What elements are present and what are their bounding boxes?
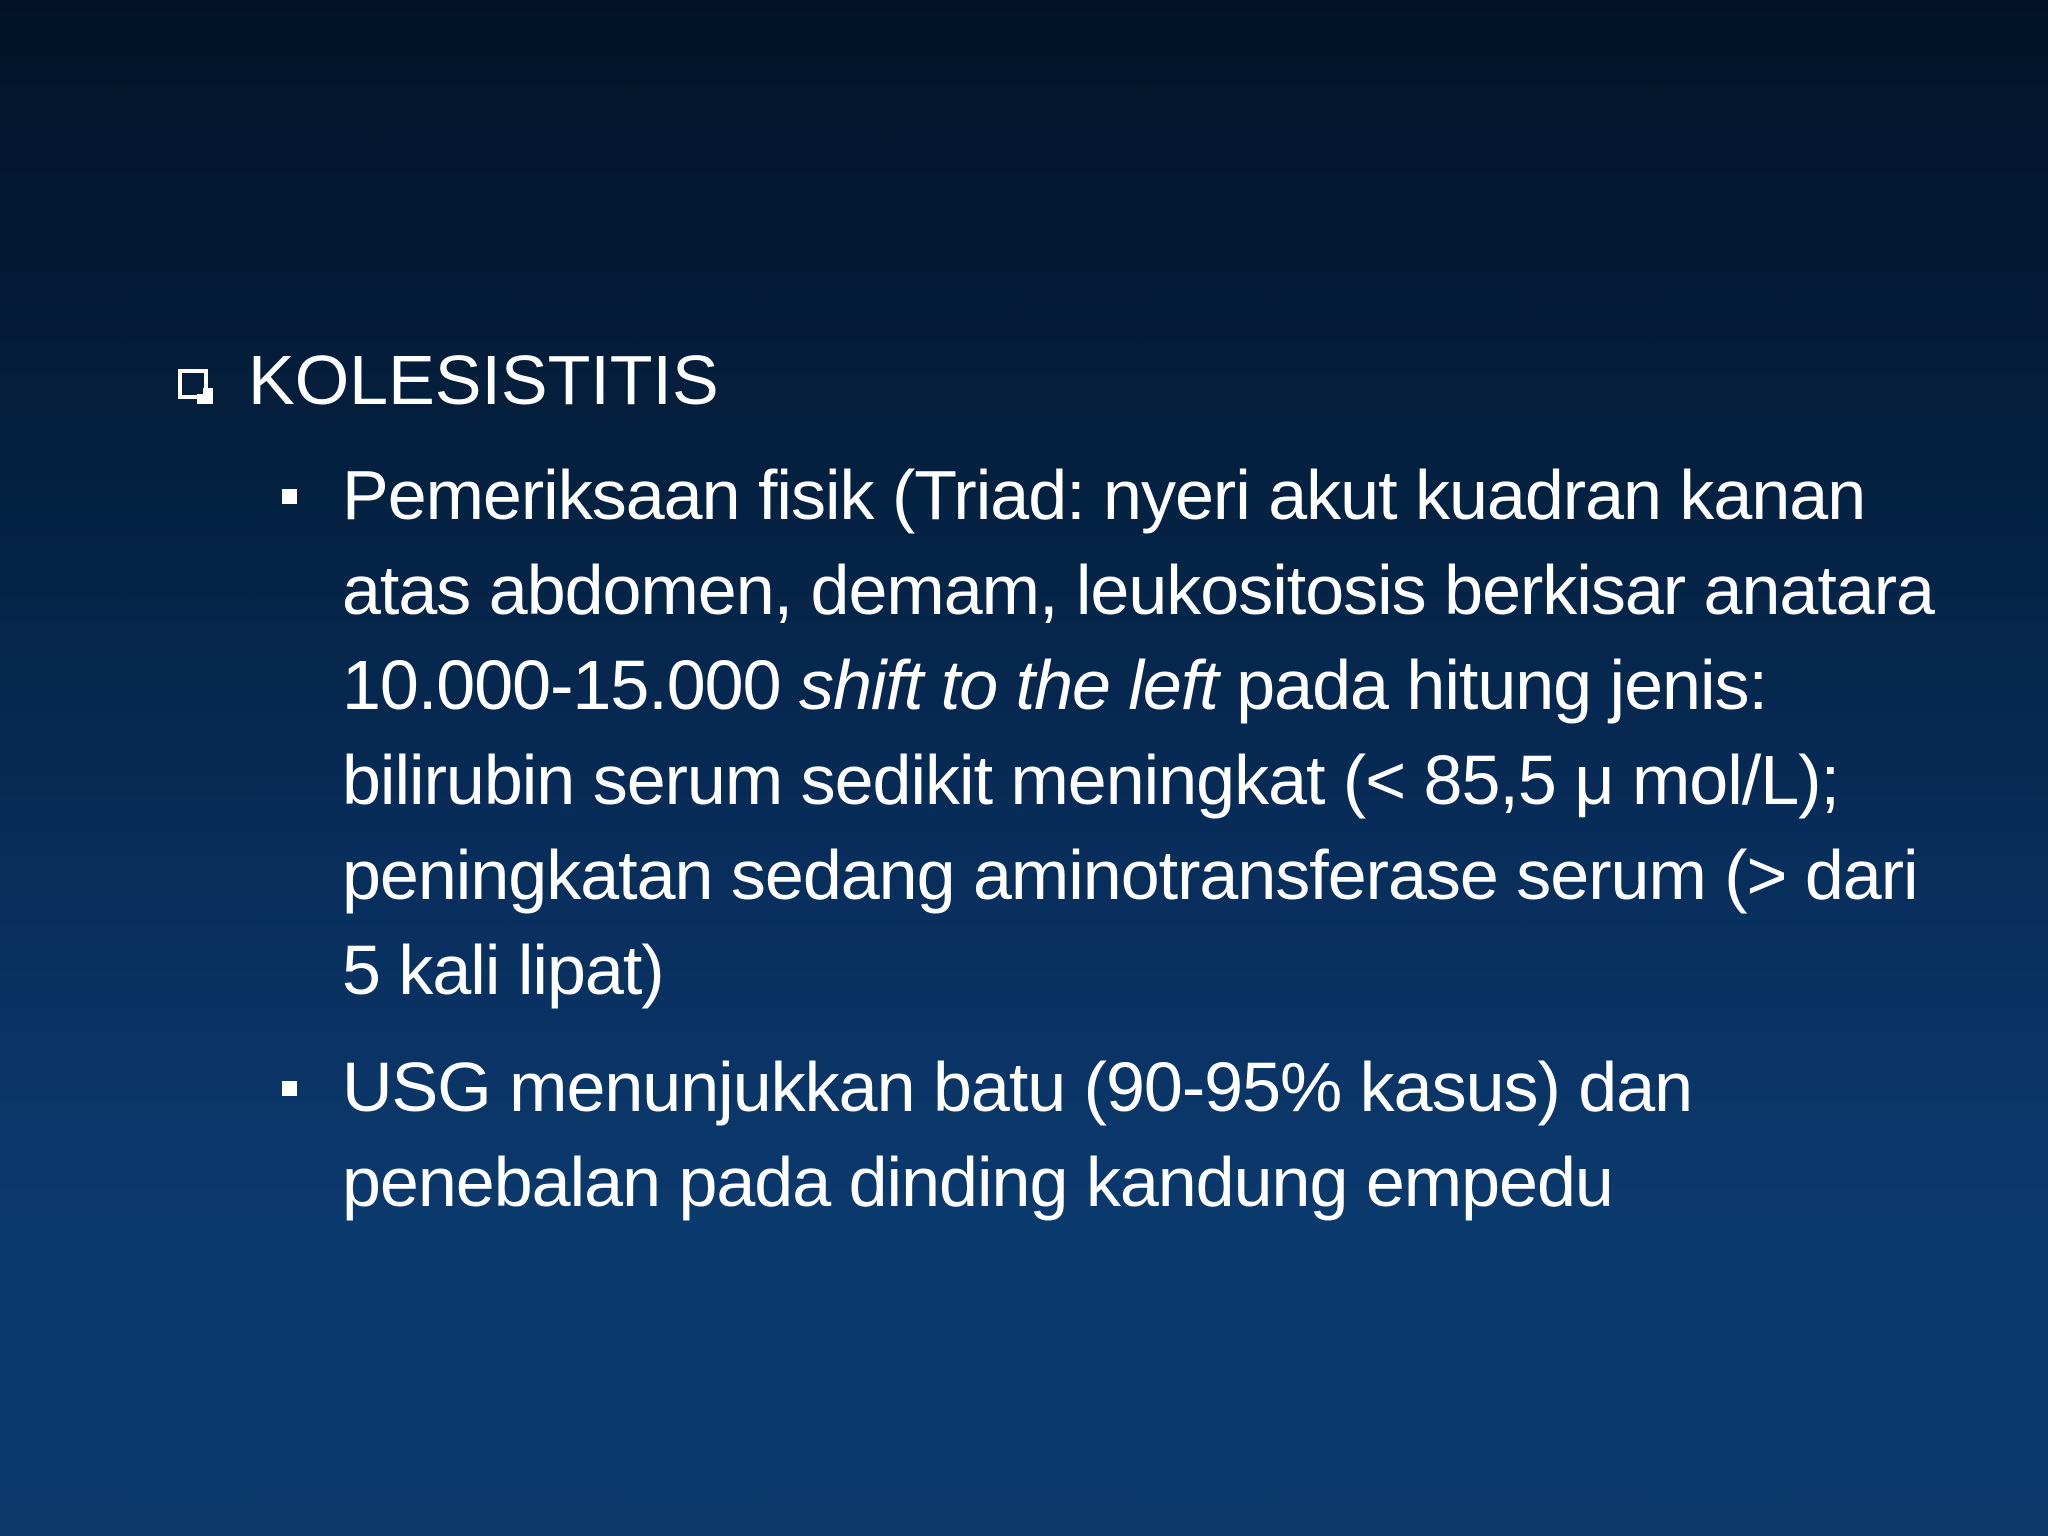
text-line: atas abdomen, demam, leukositosis berkisar anatara (342, 551, 1934, 629)
list-item (282, 448, 1934, 1018)
list-item-text (342, 1040, 1902, 1230)
text-run: 10.000-15.000 (342, 646, 799, 724)
text-line: peningkatan sedang aminotransferase serum (> dari (342, 836, 1918, 914)
text-line: penebalan pada dinding kandung empedu (342, 1143, 1613, 1221)
list-item (282, 1040, 1902, 1230)
text-line (342, 638, 1902, 733)
square-bullet-icon (282, 489, 297, 504)
list-item-text (342, 448, 1934, 1018)
slide-heading: KOLESISTITIS (248, 341, 719, 419)
text-line: USG menunjukkan batu (90-95% kasus) dan (342, 1048, 1693, 1126)
text-line: 5 kali lipat) (342, 931, 664, 1009)
text-run: pada hitung jenis: (1217, 646, 1767, 724)
italic-phrase: shift to the left (798, 646, 1218, 724)
checkbox-bullet-icon (178, 369, 208, 399)
square-bullet-icon (282, 1081, 297, 1096)
heading-row (178, 338, 719, 422)
text-line: bilirubin serum sedikit meningkat (< 85,5 μ mol/L); (342, 741, 1839, 819)
text-line: Pemeriksaan fisik (Triad: nyeri akut kuadran kanan (342, 456, 1866, 534)
